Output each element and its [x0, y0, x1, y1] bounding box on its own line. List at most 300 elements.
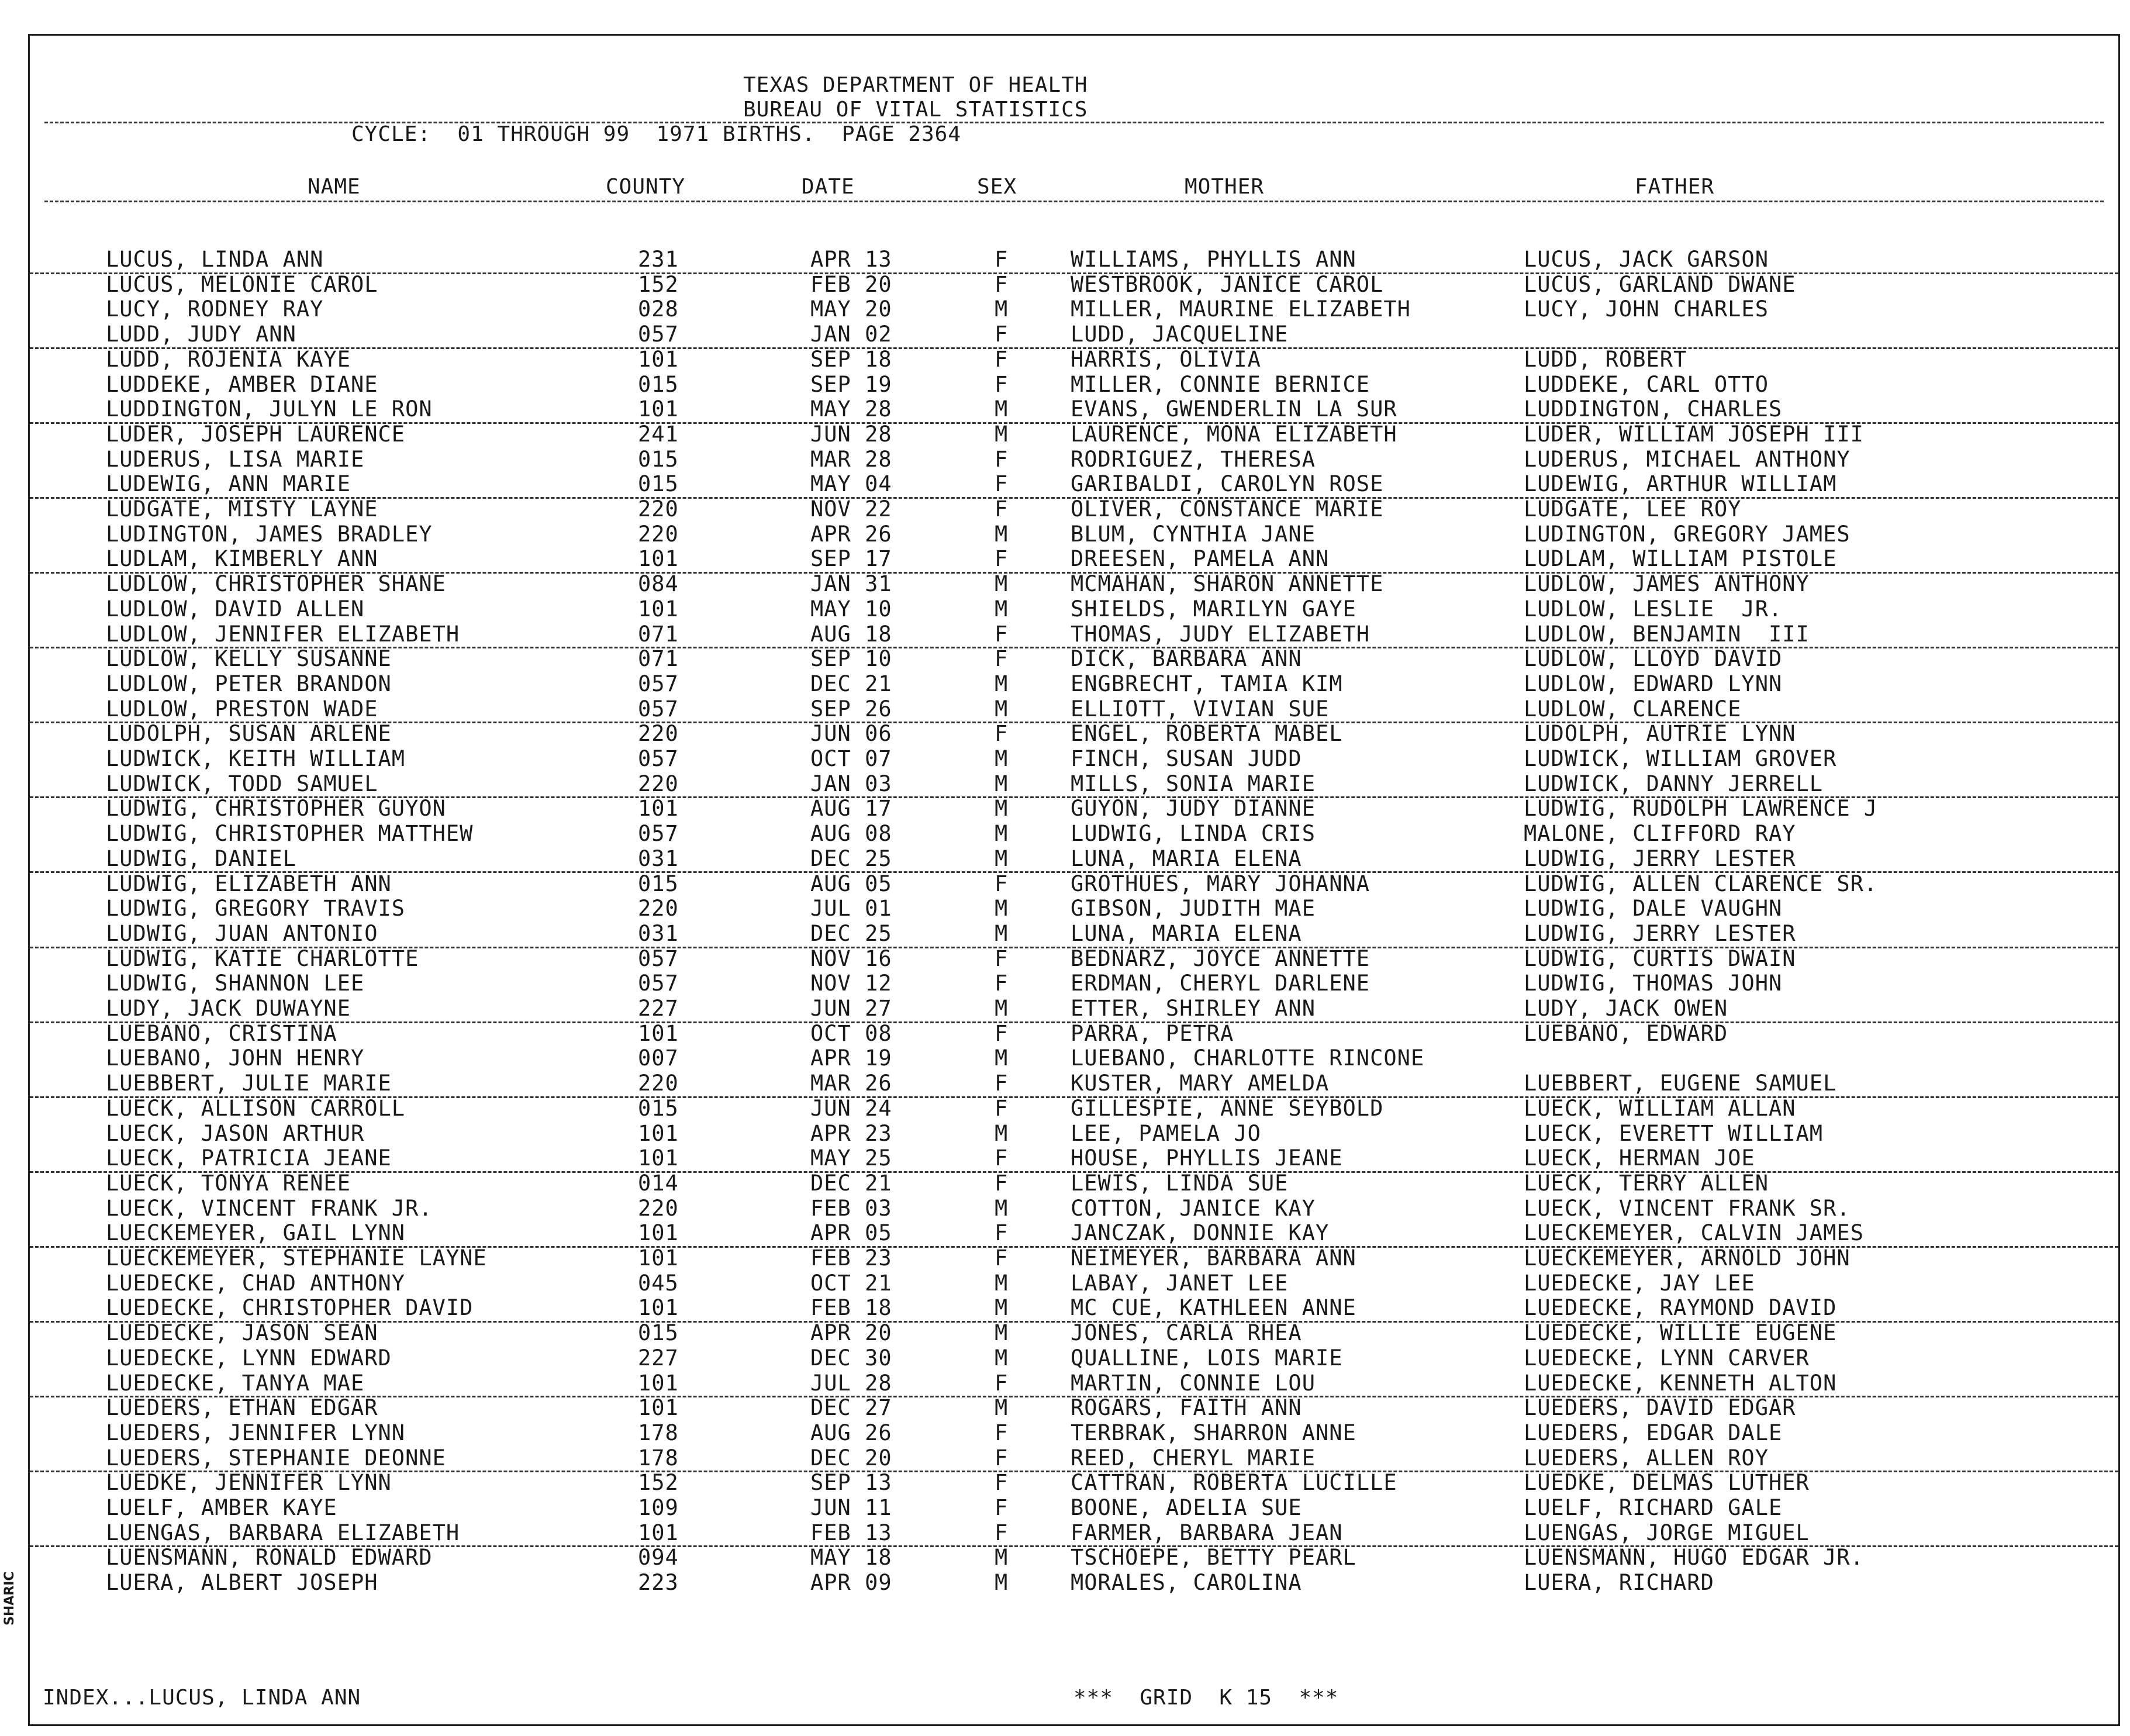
cell-date: MAY 20 — [810, 296, 892, 322]
cell-county: 101 — [638, 1020, 679, 1046]
table-row — [30, 1046, 2118, 1071]
cell-sex: F — [995, 1170, 1009, 1196]
cell-sex: M — [995, 896, 1009, 922]
cell-name: LUCY, RODNEY RAY — [106, 296, 324, 322]
cell-date: DEC 27 — [810, 1395, 892, 1421]
cell-mother: BEDNARZ, JOYCE ANNETTE — [1071, 945, 1370, 971]
cell-sex: F — [995, 1095, 1009, 1121]
cell-mother: MARTIN, CONNIE LOU — [1071, 1370, 1316, 1396]
grid-footer: *** GRID K 15 *** — [1073, 1686, 1339, 1710]
cell-father: LUENSMANN, HUGO EDGAR JR. — [1524, 1545, 1864, 1571]
cell-sex: M — [995, 1270, 1009, 1296]
cell-father: LUDWIG, CURTIS DWAIN — [1524, 945, 1796, 971]
table-row — [30, 872, 2118, 897]
cell-mother: MCMAHAN, SHARON ANNETTE — [1071, 571, 1384, 597]
cell-father: LUDWICK, DANNY JERRELL — [1524, 771, 1824, 796]
table-row — [30, 247, 2118, 274]
cell-father: MALONE, CLIFFORD RAY — [1524, 821, 1796, 847]
cell-name: LUERA, ALBERT JOSEPH — [106, 1570, 378, 1596]
cell-father: LUECK, VINCENT FRANK SR. — [1524, 1195, 1851, 1221]
cell-county: 015 — [638, 371, 679, 397]
cell-date: AUG 18 — [810, 621, 892, 647]
cell-name: LUDLOW, KELLY SUSANNE — [106, 646, 392, 672]
cell-date: MAR 28 — [810, 446, 892, 472]
cell-father: LUENGAS, JORGE MIGUEL — [1524, 1520, 1810, 1545]
cell-father: LUEDECKE, WILLIE EUGENE — [1524, 1320, 1837, 1346]
cell-name: LUDINGTON, JAMES BRADLEY — [106, 521, 433, 547]
cell-father: LUDERUS, MICHAEL ANTHONY — [1524, 446, 1851, 472]
cell-mother: REED, CHERYL MARIE — [1071, 1445, 1316, 1471]
cell-father: LUDLOW, LESLIE JR. — [1524, 596, 1783, 622]
table-row — [30, 1221, 2118, 1248]
cell-father: LUDWICK, WILLIAM GROVER — [1524, 746, 1837, 771]
cell-mother: BLUM, CYNTHIA JANE — [1071, 521, 1316, 547]
cell-sex: M — [995, 1395, 1009, 1421]
cell-mother: RODRIGUEZ, THERESA — [1071, 446, 1316, 472]
table-row — [30, 447, 2118, 472]
cell-date: DEC 25 — [810, 845, 892, 871]
cell-date: MAY 18 — [810, 1545, 892, 1571]
cell-father: LUELF, RICHARD GALE — [1524, 1495, 1783, 1520]
cell-name: LUECKEMEYER, GAIL LYNN — [106, 1220, 406, 1246]
cell-sex: M — [995, 1045, 1009, 1071]
cell-county: 152 — [638, 1470, 679, 1496]
cell-date: JUN 27 — [810, 996, 892, 1021]
cell-date: NOV 16 — [810, 945, 892, 971]
cell-sex: F — [995, 1445, 1009, 1471]
cell-name: LUDDINGTON, JULYN LE RON — [106, 396, 433, 422]
cell-father: LUDOLPH, AUTRIE LYNN — [1524, 721, 1796, 747]
cell-father: LUECK, HERMAN JOE — [1524, 1145, 1755, 1171]
cell-name: LUDLOW, JENNIFER ELIZABETH — [106, 621, 460, 647]
cell-mother: ETTER, SHIRLEY ANN — [1071, 996, 1316, 1021]
cell-father: LUDER, WILLIAM JOSEPH III — [1524, 421, 1864, 447]
cell-mother: GILLESPIE, ANNE SEYBOLD — [1071, 1095, 1384, 1121]
cell-name: LUDERUS, LISA MARIE — [106, 446, 365, 472]
cell-father: LUEDECKE, LYNN CARVER — [1524, 1345, 1810, 1371]
cell-sex: M — [995, 596, 1009, 622]
cell-date: JUN 24 — [810, 1095, 892, 1121]
cell-father: LUEDKE, DELMAS LUTHER — [1524, 1470, 1810, 1496]
cell-father: LUDWIG, DALE VAUGHN — [1524, 896, 1783, 922]
cell-father: LUEDECKE, RAYMOND DAVID — [1524, 1295, 1837, 1321]
cell-county: 015 — [638, 471, 679, 497]
cell-mother: LUNA, MARIA ELENA — [1071, 845, 1302, 871]
cell-mother: HOUSE, PHYLLIS JEANE — [1071, 1145, 1343, 1171]
cell-mother: MC CUE, KATHLEEN ANNE — [1071, 1295, 1356, 1321]
cell-name: LUDD, ROJENIA KAYE — [106, 346, 351, 372]
table-row — [30, 497, 2118, 522]
table-row — [30, 922, 2118, 948]
cell-mother: BOONE, ADELIA SUE — [1071, 1495, 1302, 1520]
cell-mother: LEWIS, LINDA SUE — [1071, 1170, 1289, 1196]
table-row — [30, 1396, 2118, 1421]
cell-name: LUEBANO, CRISTINA — [106, 1020, 337, 1046]
cell-name: LUDWIG, CHRISTOPHER GUYON — [106, 796, 446, 822]
cell-father: LUECKEMEYER, ARNOLD JOHN — [1524, 1245, 1851, 1271]
cell-county: 220 — [638, 721, 679, 747]
cell-sex: M — [995, 746, 1009, 771]
cell-name: LUEDERS, ETHAN EDGAR — [106, 1395, 378, 1421]
cell-county: 101 — [638, 396, 679, 422]
cell-father: LUDWIG, JERRY LESTER — [1524, 920, 1796, 946]
cell-sex: F — [995, 1420, 1009, 1445]
cell-name: LUDWICK, TODD SAMUEL — [106, 771, 378, 796]
cell-mother: GROTHUES, MARY JOHANNA — [1071, 871, 1370, 896]
table-row — [30, 747, 2118, 772]
cell-county: 057 — [638, 746, 679, 771]
cell-county: 220 — [638, 496, 679, 522]
cell-name: LUEDERS, STEPHANIE DEONNE — [106, 1445, 446, 1471]
cell-date: FEB 23 — [810, 1245, 892, 1271]
cell-name: LUDEWIG, ANN MARIE — [106, 471, 351, 497]
cell-sex: M — [995, 796, 1009, 822]
cell-mother: ERDMAN, CHERYL DARLENE — [1071, 971, 1370, 996]
cell-name: LUEDECKE, JASON SEAN — [106, 1320, 378, 1346]
cell-sex: F — [995, 646, 1009, 672]
cell-date: APR 26 — [810, 521, 892, 547]
table-row — [30, 347, 2118, 372]
table-row — [30, 472, 2118, 499]
cell-date: DEC 21 — [810, 1170, 892, 1196]
cell-date: MAY 28 — [810, 396, 892, 422]
cell-sex: F — [995, 1145, 1009, 1171]
table-row — [30, 547, 2118, 574]
cell-sex: M — [995, 521, 1009, 547]
cell-name: LUDWIG, KATIE CHARLOTTE — [106, 945, 419, 971]
cell-father: LUECK, EVERETT WILLIAM — [1524, 1120, 1824, 1146]
cell-name: LUDLOW, CHRISTOPHER SHANE — [106, 571, 446, 597]
cell-county: 178 — [638, 1420, 679, 1445]
table-row — [30, 796, 2118, 822]
table-row — [30, 847, 2118, 874]
cell-mother: MILLER, CONNIE BERNICE — [1071, 371, 1370, 397]
cell-sex: F — [995, 371, 1009, 397]
cell-father: LUDWIG, THOMAS JOHN — [1524, 971, 1783, 996]
table-row — [30, 1246, 2118, 1271]
cell-county: 101 — [638, 796, 679, 822]
cell-father: LUDLOW, BENJAMIN III — [1524, 621, 1810, 647]
birth-index-page — [28, 34, 2120, 1726]
table-row — [30, 322, 2118, 349]
cell-name: LUECK, ALLISON CARROLL — [106, 1095, 406, 1121]
cell-father: LUDLOW, CLARENCE — [1524, 696, 1742, 722]
cell-date: FEB 18 — [810, 1295, 892, 1321]
cell-sex: F — [995, 496, 1009, 522]
cell-mother: ENGEL, ROBERTA MABEL — [1071, 721, 1343, 747]
cell-county: 015 — [638, 446, 679, 472]
cell-date: APR 09 — [810, 1570, 892, 1596]
cell-county: 071 — [638, 646, 679, 672]
cell-sex: M — [995, 771, 1009, 796]
cell-name: LUDWIG, JUAN ANTONIO — [106, 920, 378, 946]
cell-mother: GIBSON, JUDITH MAE — [1071, 896, 1316, 922]
cell-county: 231 — [638, 247, 679, 272]
table-row — [30, 272, 2118, 298]
cell-father: LUEDERS, ALLEN ROY — [1524, 1445, 1769, 1471]
cell-sex: M — [995, 671, 1009, 696]
cell-county: 178 — [638, 1445, 679, 1471]
cell-name: LUDD, JUDY ANN — [106, 322, 296, 347]
table-row — [30, 1296, 2118, 1323]
cell-date: SEP 10 — [810, 646, 892, 672]
cell-sex: M — [995, 845, 1009, 871]
cell-sex: F — [995, 871, 1009, 896]
cell-mother: DREESEN, PAMELA ANN — [1071, 546, 1330, 572]
cell-date: FEB 13 — [810, 1520, 892, 1545]
cell-date: DEC 21 — [810, 671, 892, 696]
table-row — [30, 647, 2118, 672]
cell-name: LUEDECKE, CHAD ANTHONY — [106, 1270, 406, 1296]
cell-county: 220 — [638, 1071, 679, 1096]
cell-date: AUG 05 — [810, 871, 892, 896]
cell-date: JAN 02 — [810, 322, 892, 347]
table-row — [30, 297, 2118, 322]
cell-mother: HARRIS, OLIVIA — [1071, 346, 1261, 372]
cell-sex: M — [995, 1570, 1009, 1596]
cell-county: 101 — [638, 1220, 679, 1246]
table-row — [30, 697, 2118, 724]
cell-date: OCT 07 — [810, 746, 892, 771]
cell-sex: M — [995, 1120, 1009, 1146]
cell-sex: F — [995, 271, 1009, 297]
cell-county: 045 — [638, 1270, 679, 1296]
cell-county: 101 — [638, 546, 679, 572]
cell-county: 028 — [638, 296, 679, 322]
cell-father: LUDLAM, WILLIAM PISTOLE — [1524, 546, 1837, 572]
cell-mother: LUDD, JACQUELINE — [1071, 322, 1289, 347]
cell-county: 015 — [638, 871, 679, 896]
cell-father: LUECK, TERRY ALLEN — [1524, 1170, 1769, 1196]
cell-name: LUDWIG, ELIZABETH ANN — [106, 871, 392, 896]
cell-county: 101 — [638, 1395, 679, 1421]
column-header-county: COUNTY — [606, 175, 686, 199]
cell-father: LUDWIG, JERRY LESTER — [1524, 845, 1796, 871]
cell-name: LUDWIG, CHRISTOPHER MATTHEW — [106, 821, 474, 847]
cell-name: LUENSMANN, RONALD EDWARD — [106, 1545, 433, 1571]
cell-father: LUDLOW, JAMES ANTHONY — [1524, 571, 1810, 597]
cell-date: APR 23 — [810, 1120, 892, 1146]
cell-father: LUEBBERT, EUGENE SAMUEL — [1524, 1071, 1837, 1096]
table-row — [30, 1421, 2118, 1446]
cell-father: LUDEWIG, ARTHUR WILLIAM — [1524, 471, 1837, 497]
cell-name: LUEDECKE, CHRISTOPHER DAVID — [106, 1295, 474, 1321]
cell-mother: CATTRAN, ROBERTA LUCILLE — [1071, 1470, 1397, 1496]
cell-mother: LUNA, MARIA ELENA — [1071, 920, 1302, 946]
cell-sex: M — [995, 571, 1009, 597]
cell-name: LUCUS, LINDA ANN — [106, 247, 324, 272]
cell-mother: WESTBROOK, JANICE CAROL — [1071, 271, 1384, 297]
cell-county: 101 — [638, 1245, 679, 1271]
table-row — [30, 672, 2118, 697]
table-row — [30, 1471, 2118, 1496]
cell-mother: LUEBANO, CHARLOTTE RINCONE — [1071, 1045, 1425, 1071]
cell-name: LUDLAM, KIMBERLY ANN — [106, 546, 378, 572]
cell-mother: ENGBRECHT, TAMIA KIM — [1071, 671, 1343, 696]
column-header-father: FATHER — [1635, 175, 1715, 199]
cell-county: 220 — [638, 521, 679, 547]
cell-name: LUDGATE, MISTY LAYNE — [106, 496, 378, 522]
cell-county: 227 — [638, 1345, 679, 1371]
cell-name: LUEDECKE, LYNN EDWARD — [106, 1345, 392, 1371]
cell-date: DEC 20 — [810, 1445, 892, 1471]
table-row — [30, 1171, 2118, 1196]
cell-mother: LUDWIG, LINDA CRIS — [1071, 821, 1316, 847]
cell-date: MAY 04 — [810, 471, 892, 497]
cell-county: 084 — [638, 571, 679, 597]
cell-county: 220 — [638, 896, 679, 922]
records-table — [30, 36, 2118, 1724]
cell-father: LUEDECKE, JAY LEE — [1524, 1270, 1755, 1296]
cell-date: NOV 22 — [810, 496, 892, 522]
cell-mother: KUSTER, MARY AMELDA — [1071, 1071, 1330, 1096]
cell-sex: M — [995, 996, 1009, 1021]
cell-date: FEB 20 — [810, 271, 892, 297]
cell-name: LUDY, JACK DUWAYNE — [106, 996, 351, 1021]
cell-name: LUDDEKE, AMBER DIANE — [106, 371, 378, 397]
cell-father: LUDLOW, EDWARD LYNN — [1524, 671, 1783, 696]
table-row — [30, 1271, 2118, 1296]
cell-county: 094 — [638, 1545, 679, 1571]
cell-sex: M — [995, 821, 1009, 847]
cell-date: APR 05 — [810, 1220, 892, 1246]
table-row — [30, 971, 2118, 996]
table-row — [30, 372, 2118, 398]
cell-county: 101 — [638, 1370, 679, 1396]
cell-name: LUECK, PATRICIA JEANE — [106, 1145, 392, 1171]
table-row — [30, 1371, 2118, 1398]
cell-date: JAN 31 — [810, 571, 892, 597]
cell-date: SEP 18 — [810, 346, 892, 372]
cell-date: NOV 12 — [810, 971, 892, 996]
cell-sex: F — [995, 471, 1009, 497]
cell-county: 057 — [638, 971, 679, 996]
cell-sex: F — [995, 1495, 1009, 1520]
cell-date: JUN 06 — [810, 721, 892, 747]
table-row — [30, 572, 2118, 597]
cell-county: 101 — [638, 596, 679, 622]
table-row — [30, 622, 2118, 649]
column-header-name: NAME — [308, 175, 361, 199]
cell-sex: F — [995, 1520, 1009, 1545]
cell-county: 015 — [638, 1095, 679, 1121]
cell-sex: F — [995, 621, 1009, 647]
cell-sex: M — [995, 396, 1009, 422]
cell-name: LUDWIG, SHANNON LEE — [106, 971, 365, 996]
cycle-line: CYCLE: 01 THROUGH 99 1971 BIRTHS. PAGE 2364 — [351, 122, 961, 146]
cell-name: LUELF, AMBER KAYE — [106, 1495, 337, 1520]
cell-county: 109 — [638, 1495, 679, 1520]
cell-name: LUENGAS, BARBARA ELIZABETH — [106, 1520, 460, 1545]
cell-mother: FINCH, SUSAN JUDD — [1071, 746, 1302, 771]
cell-name: LUDWIG, DANIEL — [106, 845, 296, 871]
table-row — [30, 1496, 2118, 1521]
column-header-sex: SEX — [977, 175, 1017, 199]
table-row — [30, 597, 2118, 622]
cell-name: LUECK, VINCENT FRANK JR. — [106, 1195, 433, 1221]
index-footer: INDEX...LUCUS, LINDA ANN — [43, 1686, 361, 1710]
cell-date: MAY 25 — [810, 1145, 892, 1171]
cell-name: LUECK, TONYA RENEE — [106, 1170, 351, 1196]
cell-county: 014 — [638, 1170, 679, 1196]
cell-father: LUEDERS, DAVID EDGAR — [1524, 1395, 1796, 1421]
cell-name: LUCUS, MELONIE CAROL — [106, 271, 378, 297]
cell-sex: M — [995, 421, 1009, 447]
cell-sex: F — [995, 971, 1009, 996]
cell-county: 057 — [638, 322, 679, 347]
cell-date: APR 13 — [810, 247, 892, 272]
cell-sex: M — [995, 1545, 1009, 1571]
cell-sex: M — [995, 1345, 1009, 1371]
cell-mother: DICK, BARBARA ANN — [1071, 646, 1302, 672]
cell-mother: NEIMEYER, BARBARA ANN — [1071, 1245, 1356, 1271]
cell-name: LUEDKE, JENNIFER LYNN — [106, 1470, 392, 1496]
cell-sex: F — [995, 1071, 1009, 1096]
cell-sex: F — [995, 1370, 1009, 1396]
cell-county: 057 — [638, 696, 679, 722]
cell-county: 057 — [638, 945, 679, 971]
table-row — [30, 397, 2118, 424]
cell-father: LUEDERS, EDGAR DALE — [1524, 1420, 1783, 1445]
cell-father: LUERA, RICHARD — [1524, 1570, 1714, 1596]
cell-name: LUECK, JASON ARTHUR — [106, 1120, 365, 1146]
cell-sex: M — [995, 1195, 1009, 1221]
cell-sex: F — [995, 446, 1009, 472]
table-row — [30, 772, 2118, 799]
table-row — [30, 1071, 2118, 1098]
cell-name: LUDER, JOSEPH LAURENCE — [106, 421, 406, 447]
cell-county: 101 — [638, 1120, 679, 1146]
cell-date: JUL 28 — [810, 1370, 892, 1396]
cell-county: 241 — [638, 421, 679, 447]
cell-county: 101 — [638, 346, 679, 372]
table-row — [30, 1571, 2118, 1596]
cell-name: LUECKEMEYER, STEPHANIE LAYNE — [106, 1245, 487, 1271]
cell-date: JUL 01 — [810, 896, 892, 922]
cell-father: LUDLOW, LLOYD DAVID — [1524, 646, 1783, 672]
cell-sex: F — [995, 1020, 1009, 1046]
table-row — [30, 947, 2118, 972]
cell-date: JUN 28 — [810, 421, 892, 447]
cell-father: LUCY, JOHN CHARLES — [1524, 296, 1769, 322]
cell-mother: COTTON, JANICE KAY — [1071, 1195, 1316, 1221]
cell-mother: LABAY, JANET LEE — [1071, 1270, 1289, 1296]
cell-name: LUDLOW, PRESTON WADE — [106, 696, 378, 722]
cell-name: LUEBBERT, JULIE MARIE — [106, 1071, 392, 1096]
cell-county: 071 — [638, 621, 679, 647]
cell-sex: M — [995, 1320, 1009, 1346]
table-row — [30, 1096, 2118, 1121]
cell-sex: M — [995, 296, 1009, 322]
cell-date: OCT 21 — [810, 1270, 892, 1296]
cell-mother: ELLIOTT, VIVIAN SUE — [1071, 696, 1330, 722]
cell-county: 220 — [638, 771, 679, 796]
cell-county: 031 — [638, 920, 679, 946]
cell-father: LUDWIG, RUDOLPH LAWRENCE J — [1524, 796, 1878, 822]
cell-mother: TERBRAK, SHARRON ANNE — [1071, 1420, 1356, 1445]
cell-date: AUG 26 — [810, 1420, 892, 1445]
cell-mother: EVANS, GWENDERLIN LA SUR — [1071, 396, 1397, 422]
cell-father: LUCUS, GARLAND DWANE — [1524, 271, 1796, 297]
cell-sex: F — [995, 322, 1009, 347]
cell-father: LUDWIG, ALLEN CLARENCE SR. — [1524, 871, 1878, 896]
table-row — [30, 896, 2118, 922]
cell-county: 101 — [638, 1520, 679, 1545]
cell-date: SEP 13 — [810, 1470, 892, 1496]
cell-name: LUDOLPH, SUSAN ARLENE — [106, 721, 392, 747]
cell-sex: M — [995, 696, 1009, 722]
cell-sex: F — [995, 1220, 1009, 1246]
